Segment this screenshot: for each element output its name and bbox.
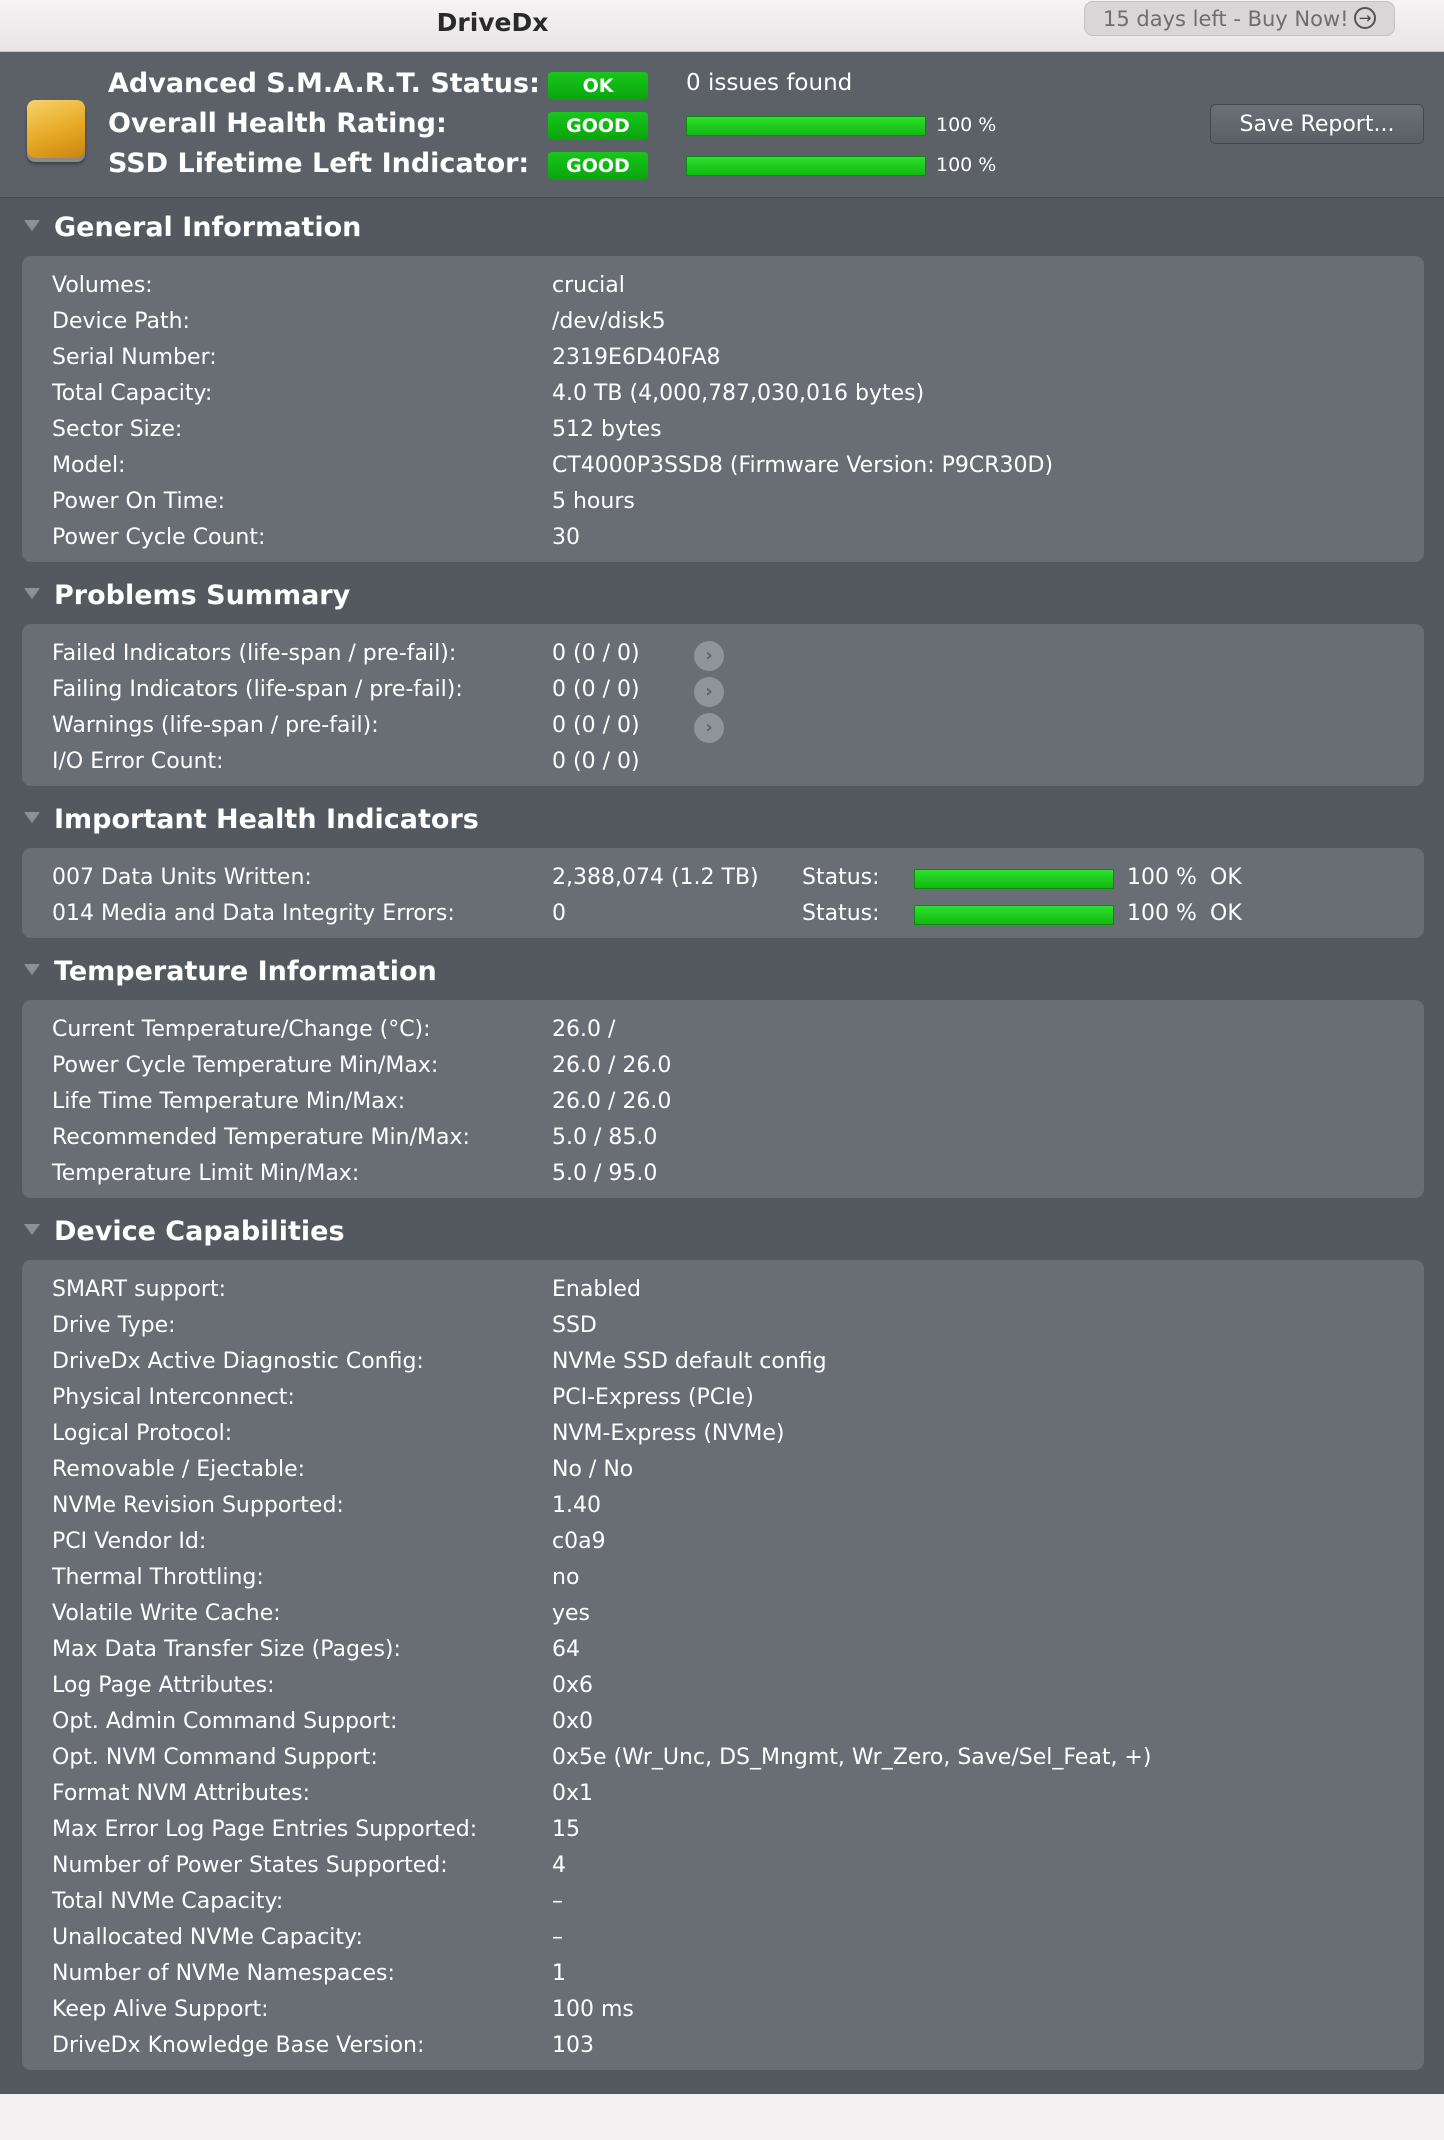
status-value: OK <box>1210 865 1242 890</box>
smart-status-text: 0 issues found <box>686 70 853 96</box>
row-value: 0 (0 / 0) <box>552 713 640 738</box>
row-label: Unallocated NVMe Capacity: <box>52 1925 363 1950</box>
title-bar <box>0 0 1444 52</box>
row-label: Opt. Admin Command Support: <box>52 1709 398 1734</box>
go-arrow-icon[interactable]: › <box>694 641 724 671</box>
row-label: Max Error Log Page Entries Supported: <box>52 1817 478 1842</box>
row-label: 007 Data Units Written: <box>52 865 312 890</box>
section-general-header[interactable] <box>24 212 361 243</box>
status-bar-fill <box>915 870 1113 888</box>
row-label: Device Path: <box>52 309 190 334</box>
health-rating-badge: GOOD <box>548 112 648 140</box>
drive-icon <box>27 100 85 158</box>
row-value: /dev/disk5 <box>552 309 666 334</box>
row-value: 4 <box>552 1853 566 1878</box>
status-bar <box>914 905 1114 925</box>
row-value: 100 ms <box>552 1997 634 2022</box>
row-label: Failing Indicators (life-span / pre-fail): <box>52 677 463 702</box>
row-value: 15 <box>552 1817 580 1842</box>
row-label: Power Cycle Temperature Min/Max: <box>52 1053 439 1078</box>
row-label: Logical Protocol: <box>52 1421 233 1446</box>
ssd-lifetime-label: SSD Lifetime Left Indicator: <box>108 148 530 179</box>
status-value: OK <box>1210 901 1242 926</box>
smart-status-label: Advanced S.M.A.R.T. Status: <box>108 68 540 99</box>
row-label: Failed Indicators (life-span / pre-fail): <box>52 641 457 666</box>
row-value: 0x6 <box>552 1673 594 1698</box>
health-indicators-panel <box>22 848 1424 938</box>
row-label: NVMe Revision Supported: <box>52 1493 344 1518</box>
row-label: Volumes: <box>52 273 153 298</box>
row-value: – <box>552 1925 563 1950</box>
go-arrow-icon[interactable]: › <box>694 677 724 707</box>
general-info-panel <box>22 256 1424 562</box>
row-label: Max Data Transfer Size (Pages): <box>52 1637 401 1662</box>
row-value: 512 bytes <box>552 417 662 442</box>
row-value: 2,388,074 (1.2 TB) <box>552 865 759 890</box>
row-label: Model: <box>52 453 126 478</box>
section-temperature-header[interactable] <box>24 956 437 987</box>
row-label: Life Time Temperature Min/Max: <box>52 1089 406 1114</box>
row-label: Number of Power States Supported: <box>52 1853 448 1878</box>
arrow-right-circle-icon: → <box>1354 7 1376 29</box>
section-title: Device Capabilities <box>54 1216 345 1247</box>
ssd-lifetime-badge: GOOD <box>548 152 648 180</box>
row-value: SSD <box>552 1313 597 1338</box>
go-arrow-icon[interactable]: › <box>694 713 724 743</box>
row-value: 0x0 <box>552 1709 594 1734</box>
row-label: Drive Type: <box>52 1313 176 1338</box>
row-label: Format NVM Attributes: <box>52 1781 311 1806</box>
ssd-lifetime-percent: 100 % <box>936 154 997 176</box>
row-label: Log Page Attributes: <box>52 1673 275 1698</box>
section-capabilities-header[interactable] <box>24 1216 345 1247</box>
row-label: Warnings (life-span / pre-fail): <box>52 713 379 738</box>
main-panel <box>0 52 1444 2094</box>
row-label: Keep Alive Support: <box>52 1997 269 2022</box>
disclosure-triangle-icon <box>24 812 40 823</box>
row-value: 103 <box>552 2033 594 2058</box>
section-title: Important Health Indicators <box>54 804 479 835</box>
row-value: 30 <box>552 525 580 550</box>
status-percent: 100 % <box>1127 901 1197 926</box>
disclosure-triangle-icon <box>24 1224 40 1235</box>
row-label: Opt. NVM Command Support: <box>52 1745 378 1770</box>
row-value: 1 <box>552 1961 566 1986</box>
section-title: Problems Summary <box>54 580 351 611</box>
status-bar <box>914 869 1114 889</box>
row-label: Power Cycle Count: <box>52 525 266 550</box>
row-value: NVM-Express (NVMe) <box>552 1421 785 1446</box>
temperature-panel <box>22 1000 1424 1198</box>
capabilities-panel <box>22 1260 1424 2070</box>
row-value: 5.0 / 85.0 <box>552 1125 658 1150</box>
row-value: – <box>552 1889 563 1914</box>
smart-status-badge: OK <box>548 72 648 100</box>
row-value: no <box>552 1565 580 1590</box>
row-value: 0x1 <box>552 1781 594 1806</box>
health-rating-label: Overall Health Rating: <box>108 108 447 139</box>
disclosure-triangle-icon <box>24 220 40 231</box>
row-value: c0a9 <box>552 1529 606 1554</box>
row-label: Serial Number: <box>52 345 217 370</box>
row-value: 26.0 / <box>552 1017 616 1042</box>
row-label: Thermal Throttling: <box>52 1565 264 1590</box>
ssd-lifetime-bar <box>686 156 926 176</box>
row-value: No / No <box>552 1457 634 1482</box>
row-label: Removable / Ejectable: <box>52 1457 306 1482</box>
section-health-header[interactable] <box>24 804 479 835</box>
health-rating-bar-fill <box>687 117 925 135</box>
row-label: Sector Size: <box>52 417 183 442</box>
buy-now-button[interactable] <box>1084 1 1395 36</box>
row-value: Enabled <box>552 1277 641 1302</box>
ssd-lifetime-bar-fill <box>687 157 925 175</box>
row-label: Power On Time: <box>52 489 226 514</box>
row-value: 0 (0 / 0) <box>552 677 640 702</box>
status-bar-fill <box>915 906 1113 924</box>
status-label: Status: <box>802 865 880 890</box>
row-value: crucial <box>552 273 625 298</box>
row-label: Total NVMe Capacity: <box>52 1889 284 1914</box>
row-label: SMART support: <box>52 1277 226 1302</box>
problems-summary-panel <box>22 624 1424 786</box>
section-problems-header[interactable] <box>24 580 350 611</box>
disclosure-triangle-icon <box>24 964 40 975</box>
status-percent: 100 % <box>1127 865 1197 890</box>
save-report-button[interactable]: Save Report... <box>1210 104 1424 144</box>
row-label: PCI Vendor Id: <box>52 1529 207 1554</box>
row-value: 5 hours <box>552 489 635 514</box>
row-label: Number of NVMe Namespaces: <box>52 1961 395 1986</box>
row-value: 0 (0 / 0) <box>552 749 640 774</box>
row-value: 1.40 <box>552 1493 601 1518</box>
section-title: General Information <box>54 212 362 243</box>
row-value: 0 <box>552 901 566 926</box>
row-value: 4.0 TB (4,000,787,030,016 bytes) <box>552 381 925 406</box>
row-value: yes <box>552 1601 591 1626</box>
row-value: 5.0 / 95.0 <box>552 1161 658 1186</box>
row-label: Current Temperature/Change (°C): <box>52 1017 431 1042</box>
section-title: Temperature Information <box>54 956 437 987</box>
row-label: I/O Error Count: <box>52 749 224 774</box>
row-value: PCI-Express (PCIe) <box>552 1385 754 1410</box>
row-value: 64 <box>552 1637 580 1662</box>
row-value: NVMe SSD default config <box>552 1349 827 1374</box>
row-value: 0x5e (Wr_Unc, DS_Mngmt, Wr_Zero, Save/Sel_Feat, +) <box>552 1745 1152 1770</box>
health-rating-bar <box>686 116 926 136</box>
row-label: Recommended Temperature Min/Max: <box>52 1125 470 1150</box>
row-label: Volatile Write Cache: <box>52 1601 281 1626</box>
window-title: DriveDx <box>436 8 549 37</box>
row-value: 26.0 / 26.0 <box>552 1053 672 1078</box>
disclosure-triangle-icon <box>24 588 40 599</box>
status-label: Status: <box>802 901 880 926</box>
row-label: DriveDx Knowledge Base Version: <box>52 2033 425 2058</box>
status-summary <box>0 52 1444 198</box>
row-label: Temperature Limit Min/Max: <box>52 1161 360 1186</box>
health-rating-percent: 100 % <box>936 114 997 136</box>
row-value: 26.0 / 26.0 <box>552 1089 672 1114</box>
row-label: 014 Media and Data Integrity Errors: <box>52 901 455 926</box>
row-label: DriveDx Active Diagnostic Config: <box>52 1349 424 1374</box>
buy-now-label: 15 days left - Buy Now! <box>1103 7 1349 31</box>
row-value: CT4000P3SSD8 (Firmware Version: P9CR30D) <box>552 453 1054 478</box>
row-label: Total Capacity: <box>52 381 213 406</box>
row-value: 0 (0 / 0) <box>552 641 640 666</box>
row-label: Physical Interconnect: <box>52 1385 295 1410</box>
row-value: 2319E6D40FA8 <box>552 345 721 370</box>
